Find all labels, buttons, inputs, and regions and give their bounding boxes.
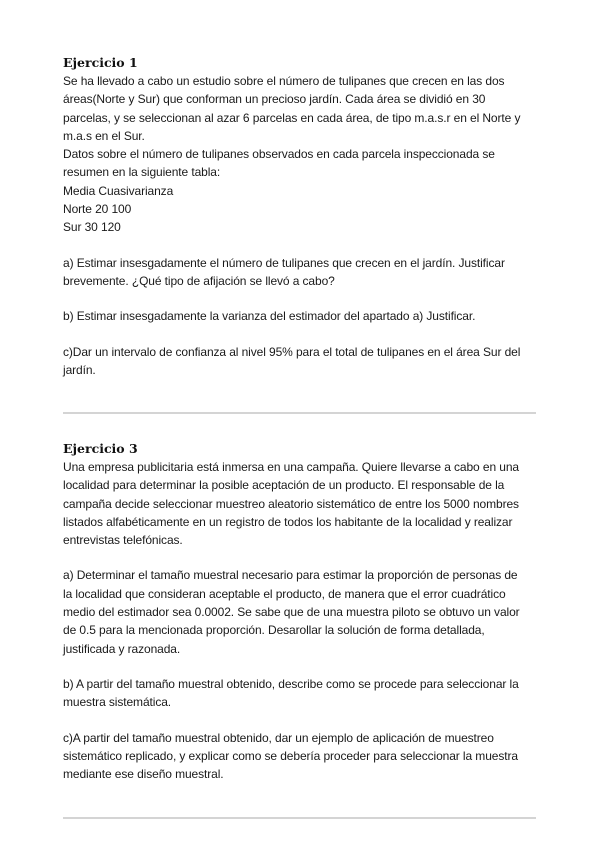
text-line: a) Determinar el tamaño muestral necesario para estimar la proporción de personas de — [63, 568, 518, 583]
text-line: jardín. — [63, 362, 96, 377]
text-line: entrevistas telefónicas. — [63, 533, 183, 548]
text-line: m.a.s en el Sur. — [63, 128, 145, 143]
text-line: parcelas, y se seleccionan al azar 6 parcelas en cada área, de tipo m.a.s.r en el Norte y — [63, 110, 521, 125]
text-line: brevemente. ¿Qué tipo de afijación se llevó a cabo? — [63, 273, 335, 288]
text-line: Una empresa publicitaria está inmersa en una campaña. Quiere llevarse a cabo en una — [63, 460, 519, 474]
text-line: de 0.5 para la mencionada proporción. Desarollar la solución de forma detallada, — [63, 623, 485, 638]
table-header-line: Media Cuasivarianza — [63, 183, 174, 198]
text-line: campaña decide seleccionar muestreo aleatorio sistemático de entre los 5000 nombres — [63, 496, 519, 511]
exercise-3 — [63, 439, 541, 783]
exercise-1-title: Ejercicio 1 — [63, 55, 138, 70]
exercise-3-question-a — [63, 566, 541, 657]
text-line: c)A partir del tamaño muestral obtenido, dar un ejemplo de aplicación de muestreo — [63, 730, 494, 745]
section-divider — [63, 412, 536, 414]
exercise-1-question-c — [63, 343, 541, 380]
text-line: medio del estimador sea 0.0002. Se sabe que de una muestra piloto se obtuvo un valor — [63, 605, 520, 620]
text-line: listados alfabéticamente en un registro de todos los habitante de la localidad y realizar — [63, 514, 513, 529]
exercise-1-question-b — [63, 307, 541, 325]
text-line: muestra sistemática. — [63, 695, 172, 710]
exercise-1-question-a — [63, 254, 541, 291]
table-row-sur: Sur 30 120 — [63, 220, 121, 235]
text-line: b) A partir del tamaño muestral obtenido, describe como se procede para seleccionar la — [63, 676, 519, 691]
text-line: b) Estimar insesgadamente la varianza del estimador del apartado a) Justificar. — [63, 309, 476, 324]
text-line: localidad para determinar la posible aceptación de un producto. El responsable de la — [63, 478, 505, 493]
text-line: áreas(Norte y Sur) que conforman un precioso jardín. Cada área se dividió en 30 — [63, 92, 486, 107]
exercise-1-intro — [63, 72, 541, 237]
exercise-3-question-c — [63, 729, 541, 784]
text-line: a) Estimar insesgadamente el número de tulipanes que crecen en el jardín. Justificar — [63, 255, 505, 270]
text-line: sistemático replicado, y explicar como se debería proceder para seleccionar la muestra — [63, 748, 518, 763]
table-row-norte: Norte 20 100 — [63, 202, 132, 217]
section-divider — [63, 817, 536, 819]
exercise-3-title: Ejercicio 3 — [63, 441, 138, 456]
text-line: resumen en la siguiente tabla: — [63, 165, 221, 180]
text-line: mediante ese diseño muestral. — [63, 767, 224, 782]
exercise-3-question-b — [63, 675, 541, 712]
exercise-3-intro — [63, 458, 541, 549]
text-line: c)Dar un intervalo de confianza al nivel 95% para el total de tulipanes en el área Sur del — [63, 344, 521, 359]
text-line: justificada y razonada. — [63, 641, 181, 656]
text-line: Datos sobre el número de tulipanes observados en cada parcela inspeccionada se — [63, 147, 495, 162]
text-line: Se ha llevado a cabo un estudio sobre el número de tulipanes que crecen en las dos — [63, 74, 505, 88]
text-line: la localidad que consideran aceptable el producto, de manera que el error cuadrático — [63, 586, 506, 601]
exercise-1 — [63, 53, 541, 379]
